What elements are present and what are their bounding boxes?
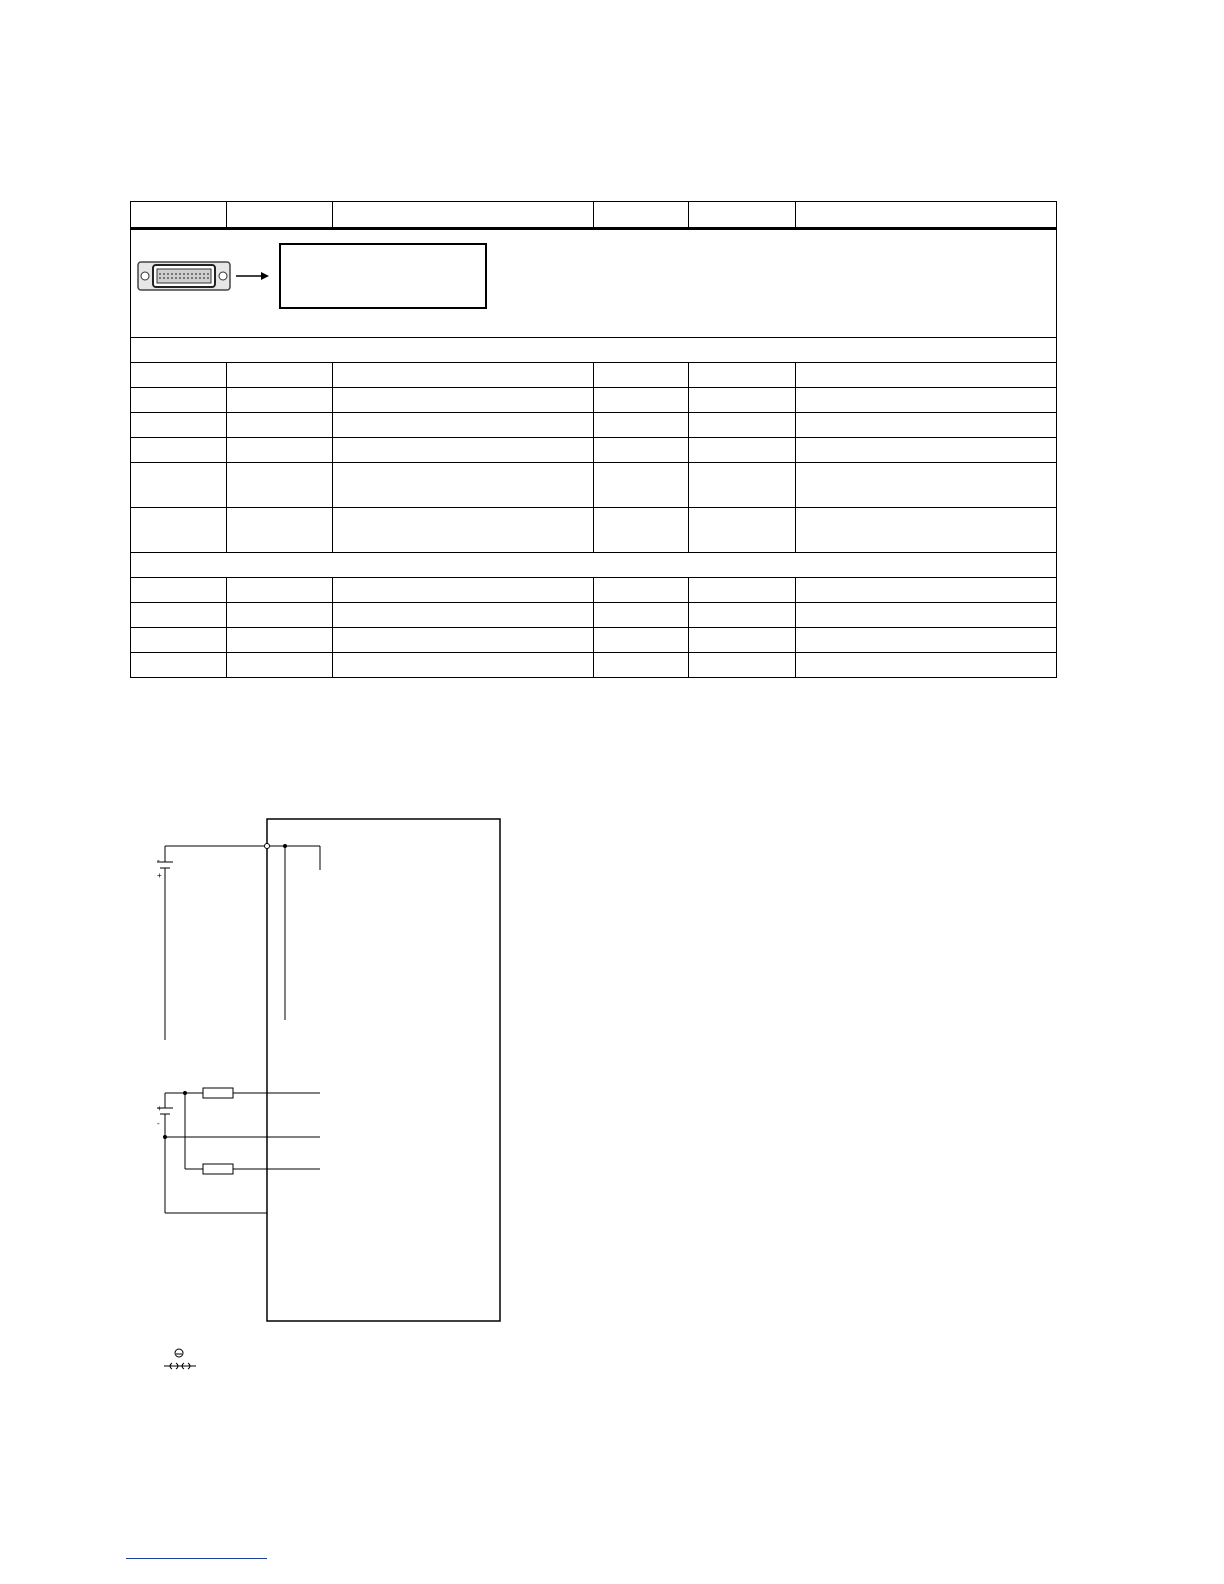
svg-text:+: + (157, 1104, 162, 1113)
table-row (131, 388, 1057, 413)
svg-text:+: + (157, 871, 162, 880)
table-row (131, 578, 1057, 603)
section-row (131, 338, 1057, 363)
table-header-row (131, 202, 1057, 229)
connector-image-row (131, 229, 1057, 338)
terminal-icon (265, 844, 270, 849)
junction-icon (283, 844, 287, 848)
connector-image-cell (131, 229, 1057, 338)
section-cell (131, 553, 1057, 578)
svg-text:-: - (157, 856, 160, 865)
pinout-diagram (280, 244, 486, 308)
twisted-pair-icon (164, 1363, 196, 1369)
table-row (131, 413, 1057, 438)
svg-text:-: - (157, 1119, 160, 1128)
header-cell (227, 202, 333, 229)
table-row (131, 438, 1057, 463)
section-cell (131, 338, 1057, 363)
table-row (131, 653, 1057, 678)
junction-icon (183, 1091, 187, 1095)
header-cell (689, 202, 796, 229)
header-cell (131, 202, 227, 229)
ground-icon (175, 1349, 183, 1357)
pin-assignment-table (130, 201, 1057, 678)
footer-rule (126, 1558, 267, 1559)
table-row (131, 603, 1057, 628)
wiring-diagram (0, 790, 760, 1390)
table-row (131, 363, 1057, 388)
table-row (131, 628, 1057, 653)
junction-icon (163, 1135, 167, 1139)
header-cell (333, 202, 594, 229)
section-row (131, 553, 1057, 578)
servo-drive-box (267, 819, 500, 1321)
header-cell (796, 202, 1057, 229)
arrow-right-icon (236, 272, 269, 280)
connector-photo (138, 262, 230, 290)
header-cell (594, 202, 689, 229)
table-row (131, 463, 1057, 508)
connector-illustration (131, 230, 1055, 337)
table-row (131, 508, 1057, 553)
